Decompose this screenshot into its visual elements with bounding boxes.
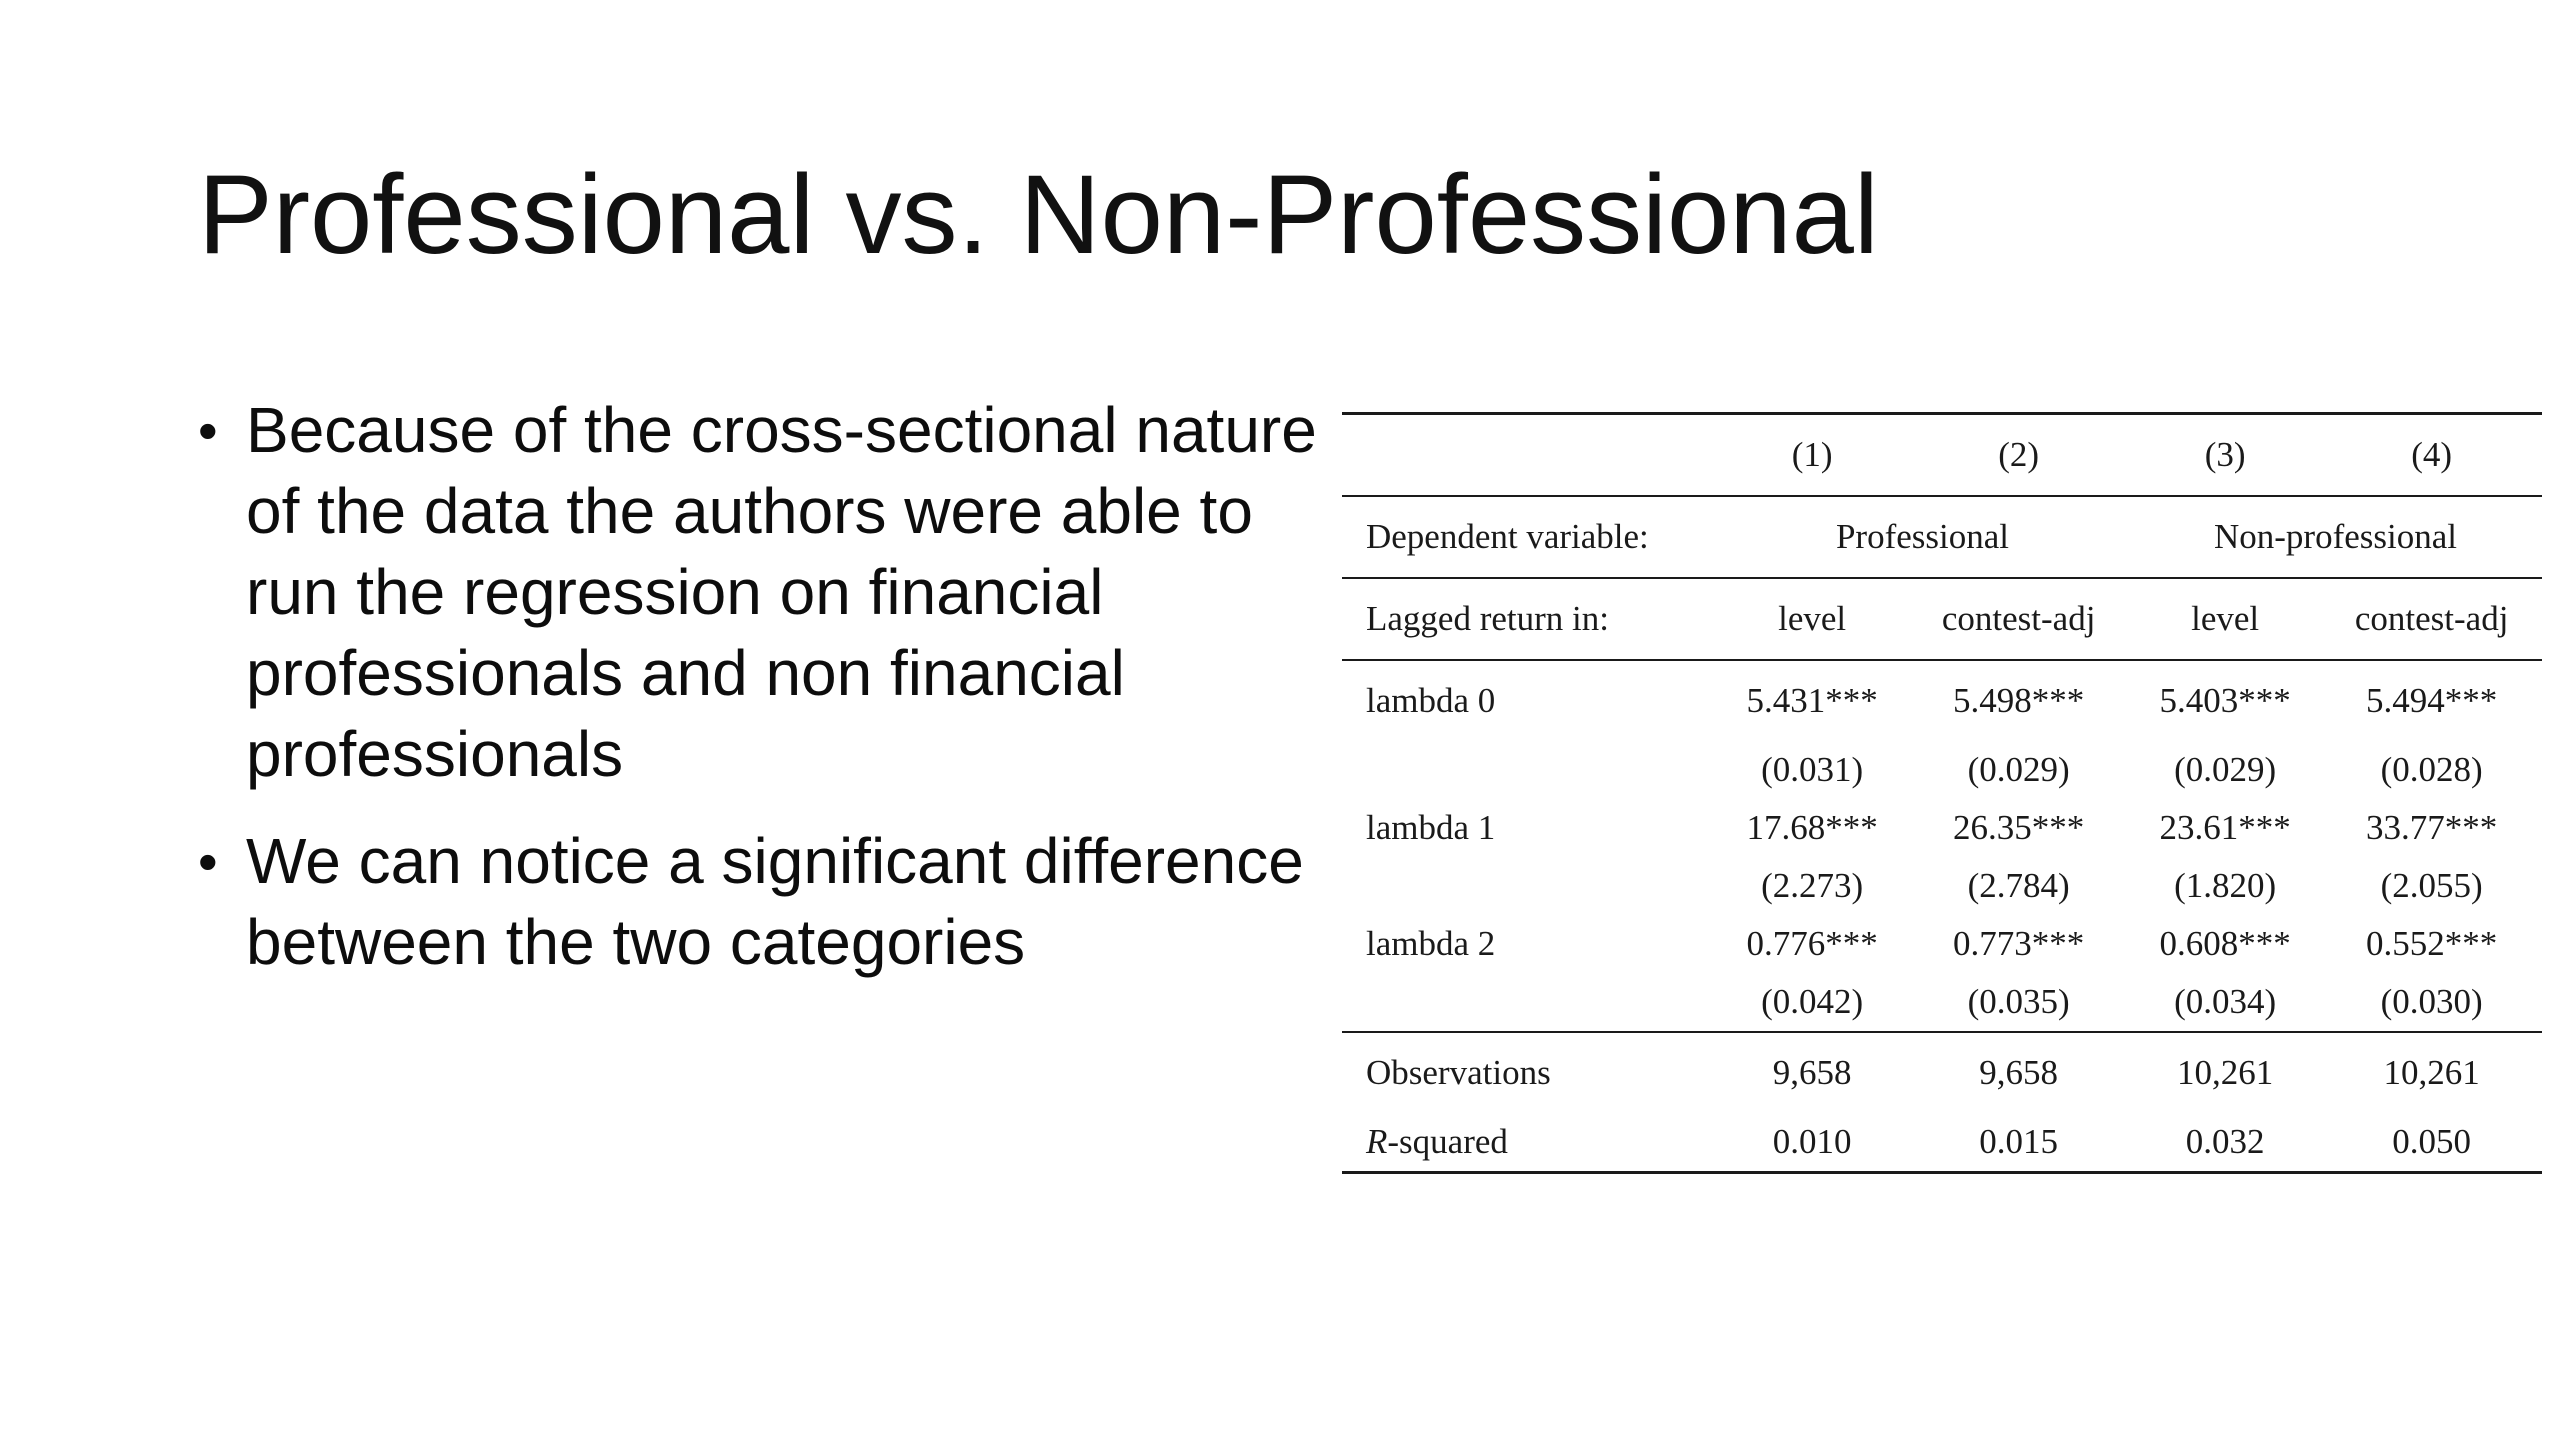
standard-error-cell: (1.820): [2174, 866, 2277, 905]
row-label: lambda 2: [1366, 924, 1496, 963]
column-number: (3): [2129, 414, 2321, 497]
lagged-return-label: Lagged return in:: [1342, 578, 1716, 660]
standard-error-cell: (0.035): [1967, 982, 2070, 1021]
bullet-list: [198, 390, 1318, 1009]
slide-title: Professional vs. Non-Professional: [198, 152, 1879, 277]
coefficient-cell: 0.773***: [1953, 924, 2085, 963]
row-label: lambda 1: [1366, 808, 1496, 847]
bullet-dot-icon: •: [198, 830, 218, 893]
standard-error-cell: (0.042): [1761, 982, 1864, 1021]
column-number: (1): [1716, 414, 1908, 497]
coefficient-cell: 0.776***: [1746, 924, 1878, 963]
bullet-item: [198, 390, 1318, 795]
lagged-return-cell: level: [2129, 578, 2321, 660]
observations-cell: 9,658: [1908, 1032, 2129, 1113]
standard-error-cell: (0.031): [1761, 750, 1864, 789]
observations-cell: 10,261: [2321, 1032, 2542, 1113]
column-number: (4): [2321, 414, 2542, 497]
r-squared-label-italic: R: [1366, 1122, 1388, 1161]
observations-label: Observations: [1342, 1032, 1716, 1113]
bullet-dot-icon: •: [198, 399, 218, 462]
r-squared-cell: 0.032: [2129, 1113, 2321, 1173]
regression-table-container: [1342, 412, 2542, 1174]
r-squared-label: [1342, 1113, 1716, 1173]
coefficient-cell: 17.68***: [1746, 808, 1878, 847]
empty-header-cell: [1342, 414, 1716, 497]
row-label: lambda 0: [1342, 660, 1716, 741]
observations-row: [1342, 1032, 2542, 1113]
dependent-group-professional: Professional: [1716, 496, 2129, 578]
bullet-text: Because of the cross-sectional nature of the data the authors were able to run the regression on financial professionals and non financial professionals: [246, 394, 1317, 790]
r-squared-row: [1342, 1113, 2542, 1173]
standard-error-cell: (0.029): [1967, 750, 2070, 789]
observations-cell: 10,261: [2129, 1032, 2321, 1113]
dependent-variable-row: [1342, 496, 2542, 578]
standard-error-row-lambda-0: [1342, 741, 2542, 799]
coefficient-row-lambda-0: [1342, 660, 2542, 741]
r-squared-cell: 0.015: [1908, 1113, 2129, 1173]
standard-error-cell: (0.030): [2380, 982, 2483, 1021]
coefficient-cell: 5.431***: [1716, 660, 1908, 741]
lagged-return-cell: level: [1716, 578, 1908, 660]
coefficient-cell: 5.498***: [1908, 660, 2129, 741]
regression-table: [1342, 412, 2542, 1174]
standard-error-row-lambda-1: [1342, 857, 2542, 915]
coefficient-cell: 5.403***: [2129, 660, 2321, 741]
observations-cell: 9,658: [1716, 1032, 1908, 1113]
column-number-row: [1342, 414, 2542, 497]
standard-error-cell: (0.034): [2174, 982, 2277, 1021]
standard-error-cell: (2.273): [1761, 866, 1864, 905]
coefficient-cell: 23.61***: [2159, 808, 2291, 847]
r-squared-cell: 0.050: [2321, 1113, 2542, 1173]
standard-error-cell: (0.028): [2380, 750, 2483, 789]
standard-error-cell: (2.055): [2380, 866, 2483, 905]
column-number: (2): [1908, 414, 2129, 497]
dependent-group-non-professional: Non-professional: [2129, 496, 2542, 578]
coefficient-row-lambda-2: [1342, 915, 2542, 973]
dependent-variable-label: Dependent variable:: [1342, 496, 1716, 578]
bullet-item: [198, 821, 1318, 983]
coefficient-row-lambda-1: [1342, 799, 2542, 857]
lagged-return-row: [1342, 578, 2542, 660]
lagged-return-cell: contest-adj: [1908, 578, 2129, 660]
coefficient-cell: 33.77***: [2366, 808, 2498, 847]
standard-error-row-lambda-2: [1342, 973, 2542, 1032]
coefficient-cell: 5.494***: [2321, 660, 2542, 741]
coefficient-cell: 0.608***: [2159, 924, 2291, 963]
coefficient-cell: 26.35***: [1953, 808, 2085, 847]
bullet-text: We can notice a significant difference between the two categories: [246, 825, 1304, 978]
coefficient-cell: 0.552***: [2366, 924, 2498, 963]
lagged-return-cell: contest-adj: [2321, 578, 2542, 660]
standard-error-cell: (0.029): [2174, 750, 2277, 789]
r-squared-label-rest: -squared: [1387, 1122, 1508, 1161]
r-squared-cell: 0.010: [1716, 1113, 1908, 1173]
standard-error-cell: (2.784): [1967, 866, 2070, 905]
